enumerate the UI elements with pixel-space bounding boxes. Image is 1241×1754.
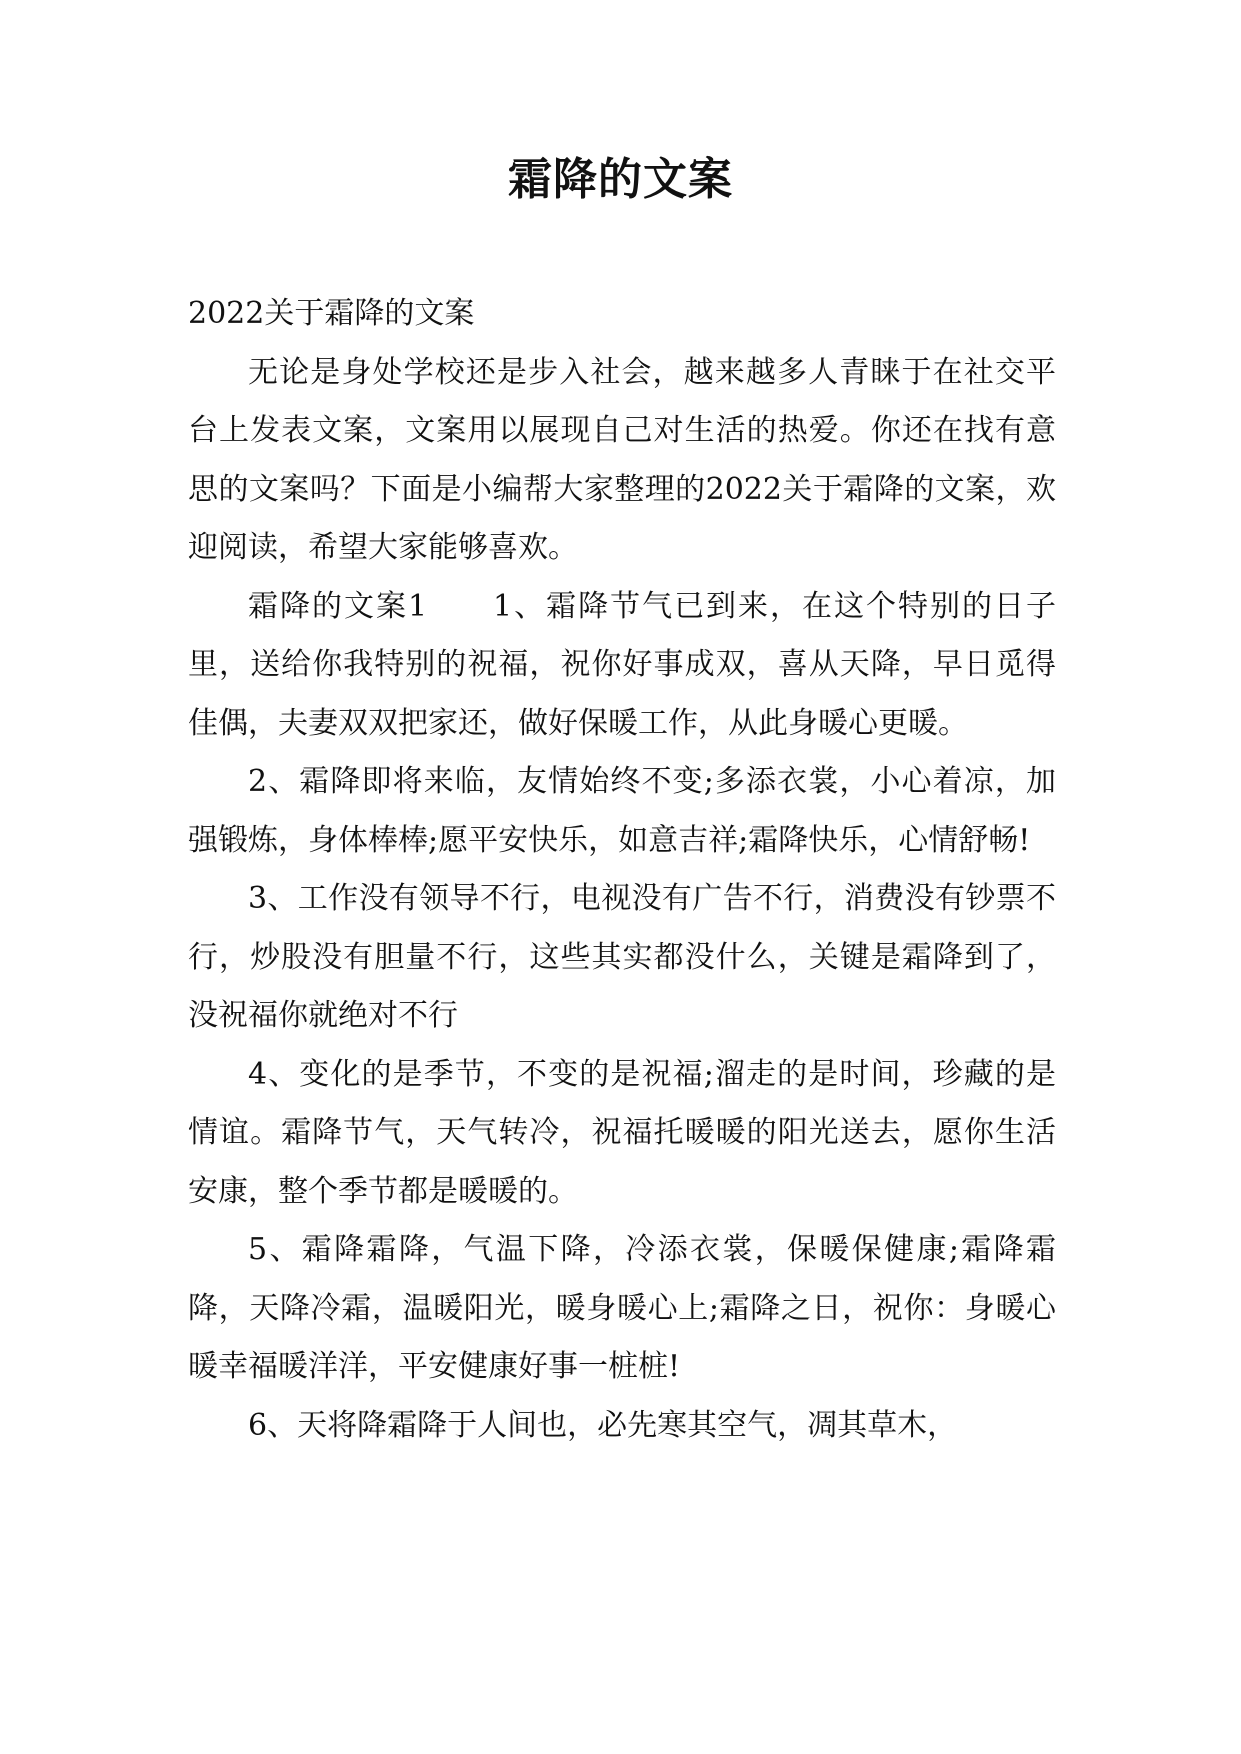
paragraph-item-3: 3、工作没有领导不行，电视没有广告不行，消费没有钞票不行，炒股没有胆量不行，这些其实都没什么，关键是霜降到了，没祝福你就绝对不行 [188,881,1056,1033]
document-title: 霜降的文案 [508,154,733,205]
paragraph-intro: 无论是身处学校还是步入社会，越来越多人青睐于在社交平台上发表文案，文案用以展现自己对生活的热爱。你还在找有意思的文案吗？下面是小编帮大家整理的2022关于霜降的文案，欢迎阅读，希望大家能够喜欢。 [188,354,1056,565]
paragraph-item-5: 5、霜降霜降，气温下降，冷添衣裳，保暖保健康;霜降霜降，天降冷霜，温暖阳光，暖身暖心上;霜降之日，祝你：身暖心暖幸福暖洋洋，平安健康好事一桩桩! [188,1232,1056,1384]
paragraph-item-2: 2、霜降即将来临，友情始终不变;多添衣裳，小心着凉，加强锻炼，身体棒棒;愿平安快乐，如意吉祥;霜降快乐，心情舒畅! [188,764,1056,858]
paragraph-item-1: 霜降的文案1 1、霜降节气已到来，在这个特别的日子里，送给你我特别的祝福，祝你好事成双，喜从天降，早日觅得佳偶，夫妻双双把家还，做好保暖工作，从此身暖心更暖。 [188,588,1056,741]
paragraph-item-6: 6、天将降霜降于人间也，必先寒其空气，凋其草木， [248,1407,958,1443]
document-subtitle: 2022关于霜降的文案 [188,296,475,331]
paragraph-item-4: 4、变化的是季节，不变的是祝福;溜走的是时间，珍藏的是情谊。霜降节气，天气转冷，祝福托暖暖的阳光送去，愿你生活安康，整个季节都是暖暖的。 [188,1056,1056,1209]
document-body [188,285,1056,1455]
